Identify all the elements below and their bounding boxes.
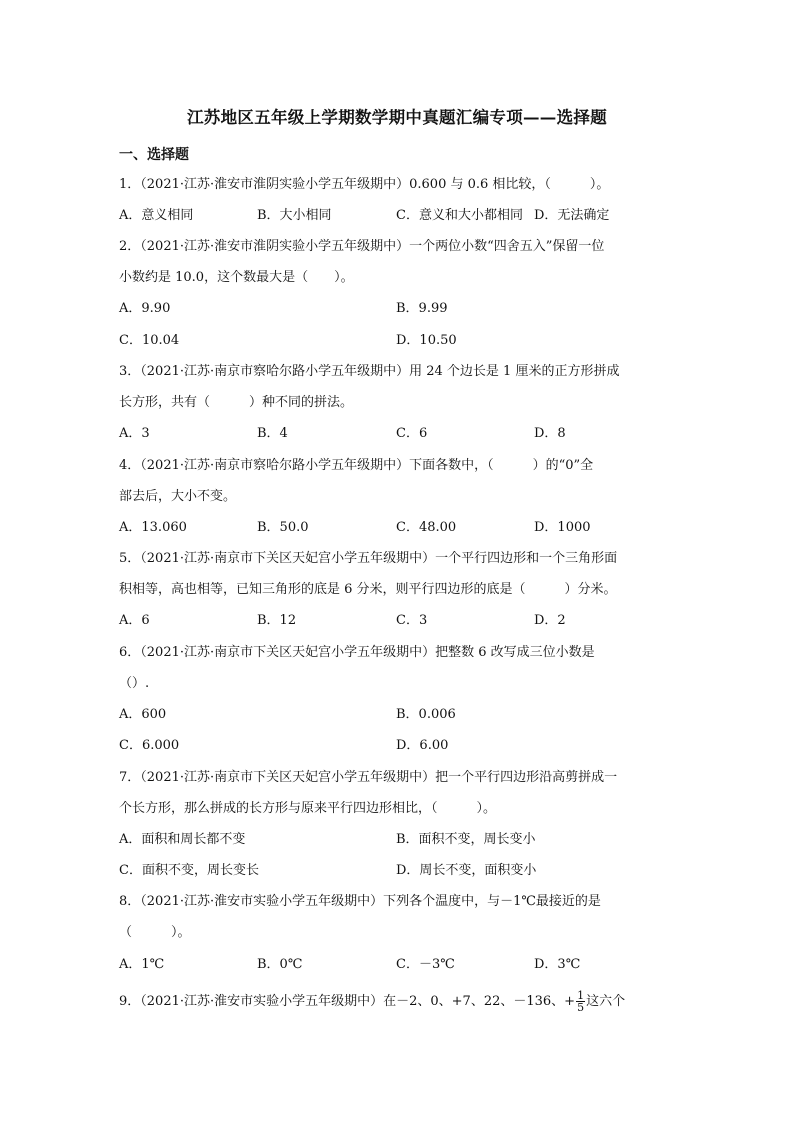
question-9-text-main: 9．（2021·江苏·淮安市实验小学五年级期中）在－2、0、+7、22、－136、+ (119, 994, 576, 1009)
question-6-option-d: D．6.00 (396, 738, 449, 753)
question-6-option-c: C．6.000 (119, 738, 180, 753)
question-6-text-cont: （）. (119, 676, 150, 691)
question-3-text-cont: 长方形，共有（ ）种不同的拼法。 (119, 395, 354, 410)
question-3-option-c: C．6 (396, 426, 428, 441)
question-7-text: 7．（2021·江苏·南京市下关区天妃宫小学五年级期中）把一个平行四边形沿高剪拼成一 (119, 770, 618, 785)
question-3-option-d: D．8 (534, 426, 566, 441)
question-8-option-a: A．1℃ (119, 957, 165, 972)
question-1-option-d: D．无法确定 (534, 208, 610, 223)
question-8-option-c: C．－3℃ (396, 957, 455, 972)
question-6-option-b: B．0.006 (396, 707, 456, 722)
question-2-text: 2．（2021·江苏·淮安市淮阴实验小学五年级期中）一个两位小数“四舍五入”保留一位 (119, 239, 605, 254)
question-5-text: 5．（2021·江苏·南京市下关区天妃宫小学五年级期中）一个平行四边形和一个三角形面 (119, 551, 618, 566)
question-1-text: 1．（2021·江苏·淮安市淮阴实验小学五年级期中）0.600 与 0.6 相比较，（ ）。 (119, 177, 610, 192)
question-8-option-d: D．3℃ (534, 957, 581, 972)
question-9-text-tail: 这六个 (586, 994, 626, 1009)
fraction-denominator: 5 (577, 1001, 585, 1014)
fraction-one-fifth (576, 990, 585, 1013)
question-4-text: 4．（2021·江苏·南京市察哈尔路小学五年级期中）下面各数中，（ ）的“0”全 (119, 458, 594, 473)
question-7-option-a: A．面积和周长都不变 (119, 832, 246, 847)
question-8-text-cont: （ ）。 (119, 925, 191, 940)
question-6-option-a: A．600 (119, 707, 167, 722)
question-1-option-a: A．意义相同 (119, 208, 194, 223)
question-8-text: 8．（2021·江苏·淮安市实验小学五年级期中）下列各个温度中，与－1℃最接近的是 (119, 894, 601, 909)
question-4-text-cont: 部去后，大小不变。 (119, 489, 237, 504)
question-2-option-c: C．10.04 (119, 333, 180, 348)
question-8-option-b: B．0℃ (257, 957, 303, 972)
question-7-text-cont: 个长方形，那么拼成的长方形与原来平行四边形相比，（ ）。 (119, 801, 497, 816)
question-3-option-a: A．3 (119, 426, 150, 441)
question-1-option-c: C．意义和大小都相同 (396, 208, 523, 223)
question-3-text: 3．（2021·江苏·南京市察哈尔路小学五年级期中）用 24 个边长是 1 厘米的正方形拼成 (119, 364, 620, 379)
question-7-option-c: C．面积不变，周长变长 (119, 863, 259, 878)
question-3-option-b: B．4 (257, 426, 288, 441)
question-5-option-d: D．2 (534, 613, 566, 628)
question-2-option-b: B．9.99 (396, 301, 448, 316)
document-title: 江苏地区五年级上学期数学期中真题汇编专项——选择题 (187, 108, 607, 127)
question-4-option-a: A．13.060 (119, 520, 187, 535)
question-1-option-b: B．大小相同 (257, 208, 332, 223)
section-heading: 一、选择题 (119, 147, 189, 163)
question-6-text: 6．（2021·江苏·南京市下关区天妃宫小学五年级期中）把整数 6 改写成三位小数是 (119, 645, 595, 660)
question-9-text (119, 990, 625, 1013)
question-5-option-b: B．12 (257, 613, 297, 628)
question-5-option-c: C．3 (396, 613, 428, 628)
question-7-option-b: B．面积不变，周长变小 (396, 832, 536, 847)
question-7-option-d: D．周长不变，面积变小 (396, 863, 537, 878)
question-2-option-d: D．10.50 (396, 333, 457, 348)
question-4-option-b: B．50.0 (257, 520, 309, 535)
question-2-option-a: A．9.90 (119, 301, 171, 316)
question-4-option-c: C．48.00 (396, 520, 457, 535)
question-2-text-cont: 小数约是 10.0，这个数最大是（ ）。 (119, 270, 354, 285)
fraction-numerator: 1 (577, 989, 585, 1002)
question-5-text-cont: 积相等，高也相等，已知三角形的底是 6 分米，则平行四边形的底是（ ）分米。 (119, 582, 617, 597)
question-5-option-a: A．6 (119, 613, 150, 628)
question-4-option-d: D．1000 (534, 520, 591, 535)
